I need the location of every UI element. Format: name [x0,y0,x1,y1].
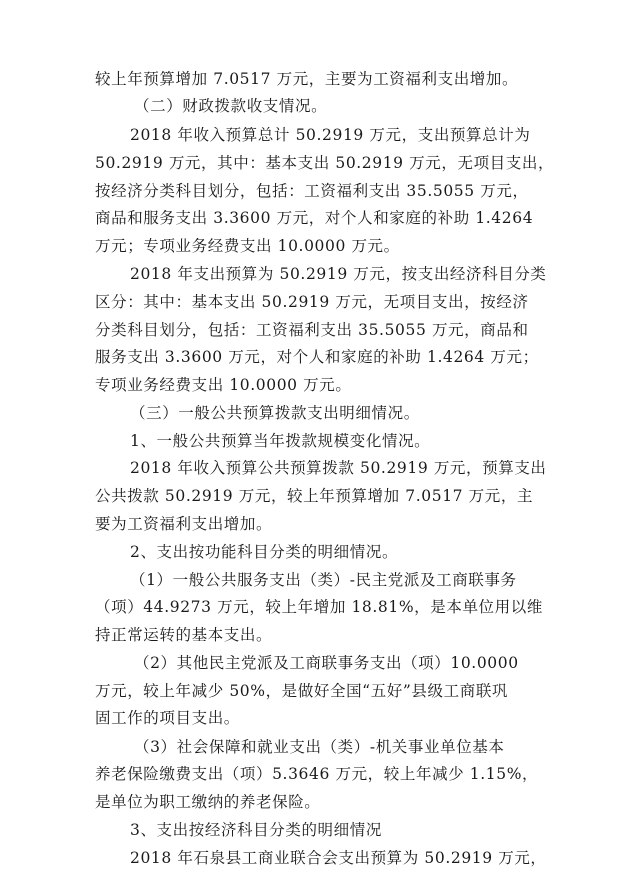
subsection-heading: 1、一般公共预算当年拨款规模变化情况。 [130,432,431,450]
section-heading: （二）财政拨款收支情况。 [134,97,328,115]
subsection-heading: 3、支出按经济科目分类的明细情况 [130,821,382,839]
text-line: 养老保险缴费支出（项）5.3646 万元，较上年减少 1.15%， [95,765,539,783]
text-line: （1）一般公共服务支出（类）-民主党派及工商联事务 [130,571,517,589]
text-line: 较上年预算增加 7.0517 万元，主要为工资福利支出增加。 [95,70,519,88]
text-line: 2018 年支出预算为 50.2919 万元，按支出经济科目分类 [130,265,547,283]
text-line: 按经济分类科目划分，包括：工资福利支出 35.5055 万元， [95,182,529,200]
text-line: 商品和服务支出 3.3600 万元，对个人和家庭的补助 1.4264 [95,209,534,227]
text-line: 是单位为职工缴纳的养老保险。 [95,793,321,811]
text-line: 2018 年石泉县工商业联合会支出预算为 50.2919 万元， [130,849,547,867]
text-line: 区分：其中：基本支出 50.2919 万元，无项目支出，按经济 [95,293,529,311]
text-line: 固工作的项目支出。 [95,709,240,727]
text-line: 50.2919 万元，其中：基本支出 50.2919 万元，无项目支出， [95,154,555,172]
text-line: 2018 年收入预算总计 50.2919 万元，支出预算总计为 [130,126,531,144]
text-line: 万元；专项业务经费支出 10.0000 万元。 [95,237,400,255]
text-line: 要为工资福利支出增加。 [95,515,273,533]
text-line: 万元，较上年减少 50%，是做好全国“五好”县级工商联巩 [95,682,509,700]
text-line: 公共拨款 50.2919 万元，较上年预算增加 7.0517 万元，主 [95,487,534,505]
text-line: 专项业务经费支出 10.0000 万元。 [95,376,352,394]
text-line: （2）其他民主党派及工商联事务支出（项）10.0000 [134,654,519,672]
text-line: 分类科目划分，包括：工资福利支出 35.5055 万元，商品和 [95,321,529,339]
text-line: （项）44.9273 万元，较上年增加 18.81%，是本单位用以维 [95,598,543,616]
section-heading: （三）一般公共预算拨款支出明细情况。 [130,404,420,422]
text-line: 2018 年收入预算公共预算拨款 50.2919 万元，预算支出 [130,459,547,477]
text-line: 持正常运转的基本支出。 [95,626,273,644]
text-line: 服务支出 3.3600 万元，对个人和家庭的补助 1.4264 万元； [95,348,539,366]
subsection-heading: 2、支出按功能科目分类的明细情况。 [130,543,399,561]
text-line: （3）社会保障和就业支出（类）-机关事业单位基本 [134,738,505,756]
